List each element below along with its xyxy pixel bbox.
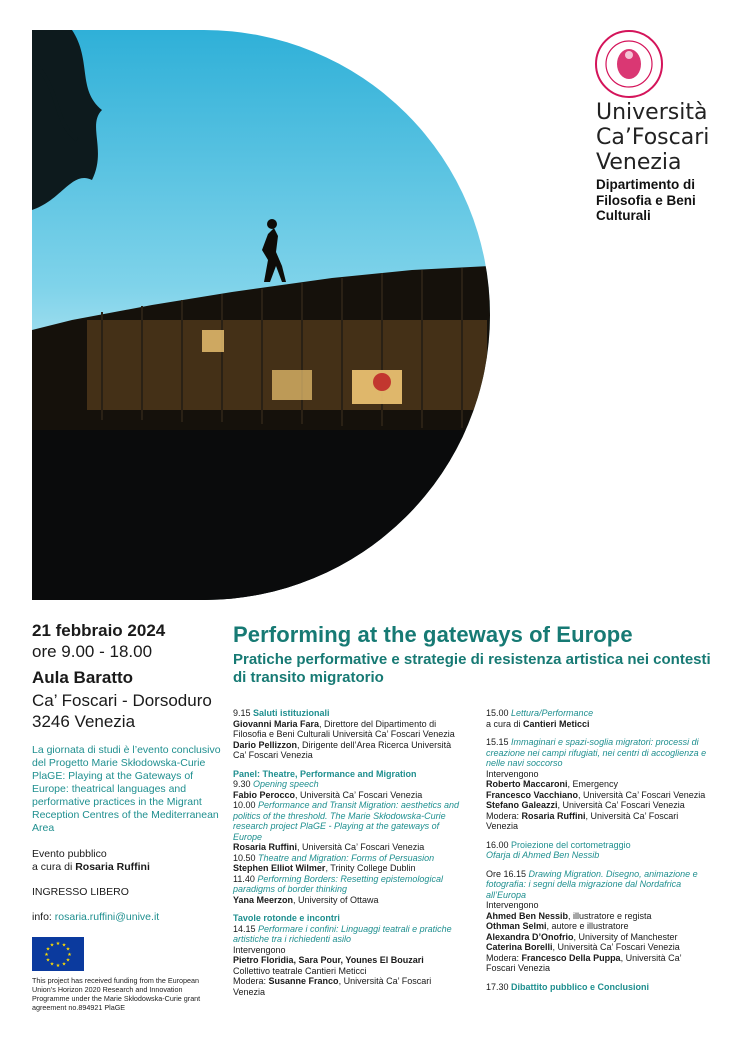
hero-photo [32,30,490,600]
department-line: Culturali [596,208,651,223]
eu-flag-logo [32,937,84,971]
speakers-label: Intervengono [486,768,539,779]
program-title: Drawing Migration. Disegno, animazione e fotografia: i segni della migrazione dal Nordafrica all’Europa [486,868,698,900]
program-item [233,708,465,719]
svg-text:★: ★ [67,952,72,958]
page-subtitle: Pratiche performative e strategie di resistenza artistica nei contesti di transito migratorio [233,651,711,686]
department-name [596,177,696,224]
program-title: Lettura/Performance [511,708,594,718]
moderator-line [486,811,712,832]
program-title: Dibattito pubblico e Conclusioni [511,981,650,992]
svg-text:★: ★ [65,957,71,964]
program-item [486,708,712,719]
speaker-name: Ahmed Ben Nessib [486,910,569,921]
speaker-affiliation: , Trinity College Dublin [325,863,416,873]
program-time: 15.00 [486,708,512,718]
program-time: Ore 16.15 [486,868,529,879]
department-line: Filosofia e Beni [596,192,696,208]
event-hours: ore 9.00 - 18.00 [32,642,153,661]
speaker-line [486,800,712,811]
program-item [486,869,712,901]
program-time: 11.40 [233,873,258,884]
university-name-line: Ca’Foscari [596,125,710,150]
speaker-line [486,921,712,932]
speaker-name: Giovanni Maria Fara [233,718,320,729]
speaker-line [486,942,712,953]
speaker-name: Stefano Galeazzi [486,800,558,810]
curator-name: Rosaria Ruffini [75,861,150,873]
speaker-name: Caterina Borelli [486,942,553,952]
university-name [596,100,709,175]
speaker-name: Dario Pellizzon [233,739,298,750]
curator-line [32,861,150,874]
speaker-affiliation: , Direttore del Dipartimento di Filosofia e Beni Culturali Università Ca’ Foscari Venezia [233,718,455,739]
svg-text:★: ★ [45,957,51,964]
speaker-affiliation: , Università Ca’ Foscari Venezia [552,942,680,952]
moderator-label: Modera: [486,810,522,821]
moderator-affiliation: , Università Ca’ Foscari Venezia [486,810,679,831]
program-time: 16.00 [486,839,512,850]
svg-text:★: ★ [61,961,67,968]
page-title: Performing at the gateways of Europe [233,622,633,647]
program-time: 10.50 [233,852,259,863]
university-name-line: Venezia [596,150,682,175]
speaker-line [486,932,712,943]
svg-text:★: ★ [55,963,61,969]
svg-text:★: ★ [49,961,55,968]
speaker-affiliation: , autore e illustratore [546,921,629,931]
curator-name: Cantieri Meticci [523,718,590,729]
program-time: 17.30 [486,981,512,992]
moderator-name: Susanne Franco [268,976,339,986]
program-title: Theatre and Migration: Forms of Persuasion [258,852,435,863]
moderator-label: Modera: [486,952,522,963]
svg-text:★: ★ [44,952,49,958]
speaker-name: Alexandra D’Onofrio [486,931,574,942]
program-time: 15.15 [486,737,512,747]
speaker-affiliation: , University of Ottawa [293,894,379,905]
speaker-line [233,740,465,761]
speakers-label: Intervengono [233,944,286,955]
event-address [32,690,212,732]
moderator-affiliation: , Università Ca’ Foscari Venezia [233,976,432,997]
program-title: Performare i confini: Linguaggi teatrali e pratiche artistiche tra i richiedenti asilo [233,923,452,944]
info-label: info: [32,911,55,923]
moderator-name: Rosaria Ruffini [521,810,586,821]
event-intro: La giornata di studi è l’evento conclusivo del Progetto Marie Skłodowska-Curie PlaGE: Playing at the Gateways of Europe: theatrical languages and performative practices in the Migrant Reception Centres of the Mediterranean Area [32,744,221,834]
moderator-name: Francesco Della Puppa [521,952,621,963]
program-column-left [233,708,465,997]
program-title: Saluti istituzionali [253,708,330,718]
program-column-right [486,708,712,992]
public-line: Evento pubblico [32,848,107,860]
film-title: Ofarja di Ahmed Ben Nessib [486,850,600,860]
speaker-affiliation: , University of Manchester [573,931,678,942]
program-time: 9.15 [233,708,254,718]
public-event-note [32,848,150,874]
svg-text:★: ★ [45,946,51,953]
program-title: Performance and Transit Migration: aesthetics and politics of the threshold. The Marie Skłodowska-Curie research project PlaGE - Playing at the gateways of Europe [233,800,459,842]
program-title: Opening speech [253,779,319,789]
speaker-line [486,779,712,790]
curator-prefix: a cura di [32,861,76,873]
speaker-org: Collettivo teatrale Cantieri Meticci [233,965,367,976]
svg-text:★: ★ [55,941,61,947]
event-room: Aula Baratto [32,668,134,687]
info-email-link[interactable]: rosaria.ruffini@unive.it [54,911,160,923]
program-title: Proiezione del cortometraggio [511,839,631,850]
moderator-line [233,976,465,997]
speaker-name: Stephen Elliot Wilmer [233,863,326,873]
program-time: 9.30 [233,779,254,789]
speaker-name: Roberto Maccaroni [486,779,568,789]
speaker-line [486,911,712,922]
speaker-line [233,842,465,853]
speaker-affiliation: , Emergency [567,779,619,789]
program-item [233,779,465,790]
event-date: 21 febbraio 2024 [32,621,166,640]
address-line: Ca’ Foscari - Dorsoduro [32,691,212,710]
department-line: Dipartimento di [596,177,696,192]
program-item [233,924,465,945]
program-time: 10.00 [233,800,259,810]
speaker-line [233,790,465,801]
program-item [233,800,465,842]
speaker-affiliation: , Università Ca’ Foscari Venezia [578,789,706,800]
speaker-line [233,719,465,740]
program-time: 14.15 [233,923,259,934]
speaker-name: Rosaria Ruffini [233,842,298,852]
eu-funding-text: This project has received funding from the European Union’s Horizon 2020 Research and Innovation Programme under the Marie Skłodowska-Curie grant agreement no.894921 PlaGE [32,976,201,1012]
info-line [32,911,159,923]
speaker-affiliation: , Dirigente dell’Area Ricerca Università Ca’ Foscari Venezia [233,739,452,760]
curator-prefix: a cura di [486,718,524,729]
program-item [233,853,465,864]
curator-line [486,719,712,730]
speaker-affiliation: , Università Ca’ Foscari Venezia [295,789,423,800]
speaker-affiliation: , Università Ca’ Foscari Venezia [297,842,425,852]
speaker-name: Othman Selmi [486,921,547,931]
svg-text:★: ★ [61,942,67,949]
program-title: Immaginari e spazi-soglia migratori: processi di creazione nei campi rifugiati, nei centri di accoglienza e nelle navi soccorso [486,737,707,768]
roundtable-heading: Tavole rotonde e incontri [233,913,340,923]
speaker-names: Pietro Floridia, Sara Pour, Younes El Bouzari [233,955,424,965]
university-name-line: Università [596,100,708,125]
speakers-label: Intervengono [486,900,539,910]
program-item [233,874,465,895]
svg-text:★: ★ [49,942,55,949]
entry-note: INGRESSO LIBERO [32,886,129,898]
program-item [486,737,712,769]
speaker-name: Francesco Vacchiano [486,789,579,800]
moderator-label: Modera: [233,976,269,986]
speaker-name: Yana Meerzon [233,894,294,905]
speaker-line [486,790,712,801]
speaker-line [233,895,465,906]
program-item [486,840,712,851]
moderator-line [486,953,712,974]
program-title: Performing Borders: Resetting epistemological paradigms of border thinking [233,873,443,894]
university-seal-logo [593,28,665,100]
panel-heading: Panel: Theatre, Performance and Migration [233,768,417,779]
moderator-affiliation: , Università Ca’ Foscari Venezia [486,952,682,973]
speaker-affiliation: , illustratore e regista [568,910,652,921]
address-line: 3246 Venezia [32,712,136,731]
speaker-affiliation: , Università Ca’ Foscari Venezia [557,800,685,810]
speaker-name: Fabio Perocco [233,789,296,800]
program-item [486,982,712,993]
svg-text:★: ★ [65,946,71,953]
speaker-line [233,863,465,874]
